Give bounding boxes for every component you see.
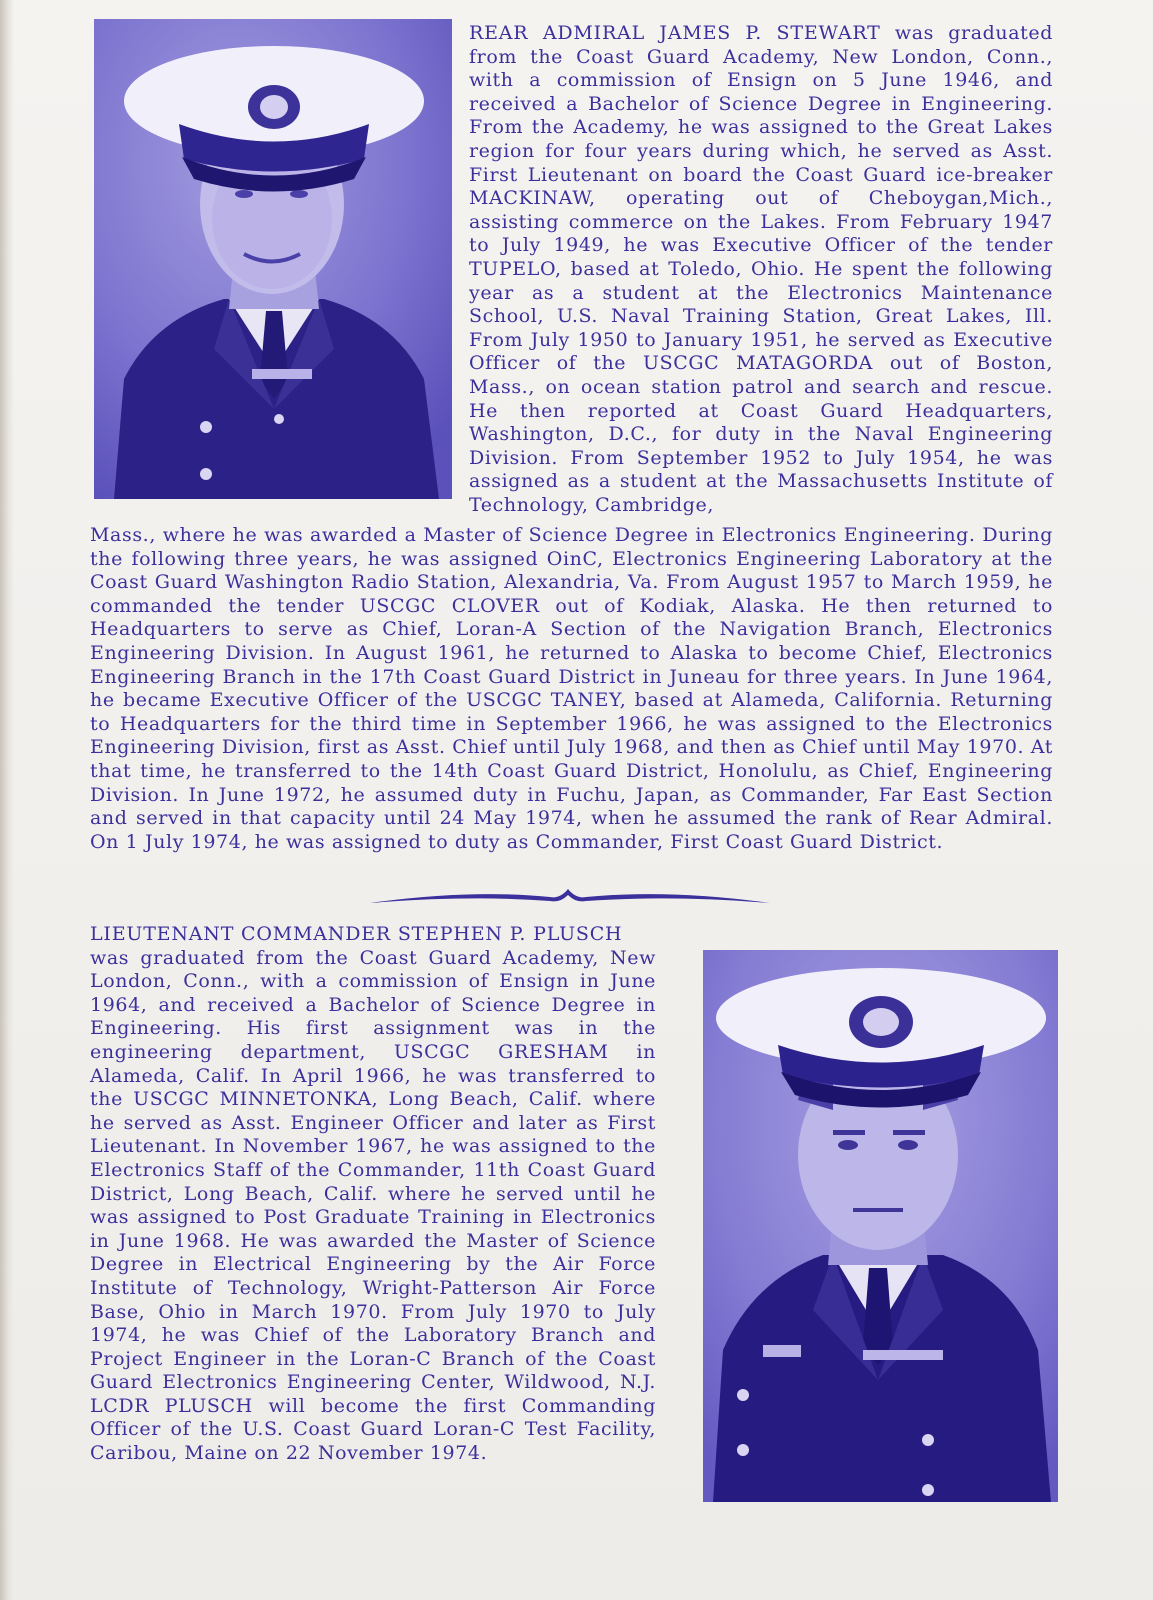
bio-plusch-text [90,923,656,1466]
bio-stewart-text-top [469,22,1053,517]
bio-plusch-paragraph: was graduated from the Coast Guard Academy, New London, Conn., with a commission of Ensign in June 1964, and received a Bachelor of Science Degree in Engineering. His first assignment was in the engineering department, USCGC GRESHAM in Alameda, Calif. In April 1966, he was transferred to the USCGC MINNETONKA, Long Beach, Calif. where he served as Asst. Engineer Officer and later as First Lieutenant. In November 1967, he was assigned to the Electronics Staff of the Commander, 11th Coast Guard District, Long Beach, Calif. where he served until he was assigned to Post Graduate Training in Electronics in June 1968. He was awarded the Master of Science Degree in Electrical Engineering by the Air Force Institute of Technology, Wright-Patterson Air Force Base, Ohio in March 1970. From July 1970 to July 1974, he was Chief of the Laboratory Branch and Project Engineer in the Loran-C Branch of the Coast Guard Electronics Engineering Center, Wildwood, N.J. LCDR PLUSCH will become the first Commanding Officer of the U.S. Coast Guard Loran-C Test Facility, Caribou, Maine on 22 November 1974. [90,946,656,1465]
portrait-stewart-illustration [94,19,452,499]
page-edge-shadow [0,0,14,1600]
bio-stewart-text-bottom: Mass., where he was awarded a Master of Science Degree in Electronics Engineering. During the following three years, he was assigned OinC, Electronics Engineering Laboratory at the Coast Guard Washington Radio Station, Alexandria, Va. From August 1957 to March 1959, he commanded the tender USCGC CLOVER out of Kodiak, Alaska. He then returned to Headquarters to serve as Chief, Loran-A Section of the Navigation Branch, Electronics Engineering Division. In August 1961, he returned to Alaska to become Chief, Electronics Engineering Branch in the 17th Coast Guard District in Juneau for three years. In June 1964, he became Executive Officer of the USCGC TANEY, based at Alameda, California. Returning to Headquarters for the third time in September 1966, he was assigned to the Electronics Engineering Division, first as Asst. Chief until July 1968, and then as Chief until May 1970. At that time, he transferred to the 14th Coast Guard District, Honolulu, as Chief, Engineering Division. In June 1972, he assumed duty in Fuchu, Japan, as Commander, Far East Section and served in that capacity until 24 May 1974, when he assumed the rank of Rear Admiral. On 1 July 1974, he was assigned to duty as Commander, First Coast Guard District. [90,524,1054,853]
bio-stewart-name: REAR ADMIRAL JAMES P. STEWART [469,22,881,44]
decorative-divider [370,885,770,915]
bio-plusch-name: LIEUTENANT COMMANDER STEPHEN P. PLUSCH [90,923,623,945]
portrait-plusch-illustration [703,950,1058,1502]
portrait-photo-plusch [703,950,1058,1502]
bio-stewart-paragraph-top: was graduated from the Coast Guard Academy, New London, Conn., with a commission of Ensign on 5 June 1946, and received a Bachelor of Science Degree in Engineering. From the Academy, he was assigned to the Great Lakes region for four years during which, he served as Asst. First Lieutenant on board the Coast Guard ice-breaker MACKINAW, operating out of Cheboygan,Mich., assisting commerce on the Lakes. From February 1947 to July 1949, he was Executive Officer of the tender TUPELO, based at Toledo, Ohio. He spent the following year as a student at the Electronics Maintenance School, U.S. Naval Training Station, Great Lakes, Ill. From July 1950 to January 1951, he served as Executive Officer of the USCGC MATAGORDA out of Boston, Mass., on ocean station patrol and search and rescue. He then reported at Coast Guard Headquarters, Washington, D.C., for duty in the Naval Engineering Division. From September 1952 to July 1954, he was assigned as a student at the Massachusetts Institute of Technology, Cambridge, [469,22,1054,516]
portrait-photo-stewart [94,19,452,499]
